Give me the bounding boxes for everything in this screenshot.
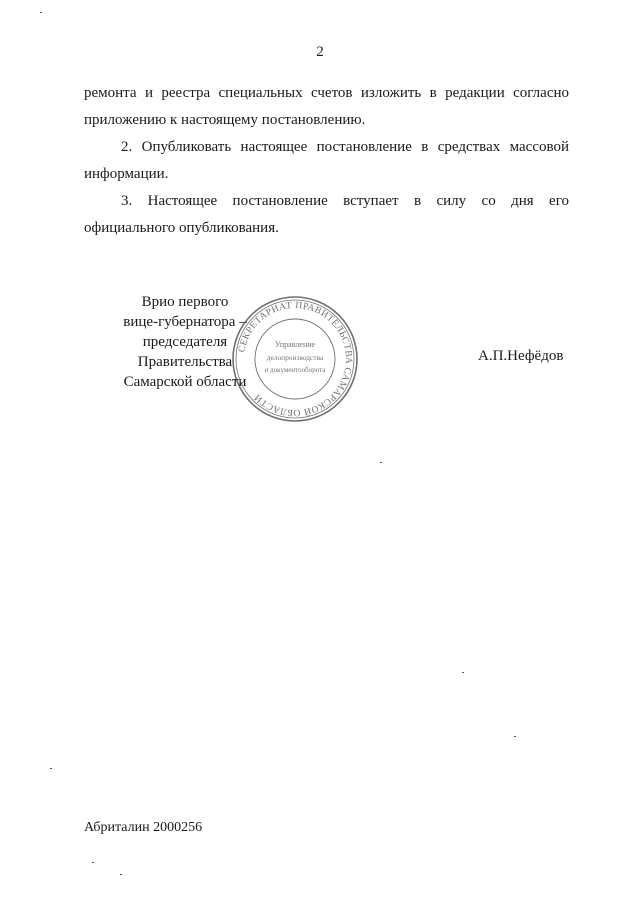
- scan-speck: [380, 462, 382, 463]
- signatory-title-line-2: вице-губернатора –: [123, 314, 247, 330]
- scan-speck: [92, 862, 94, 863]
- stamp-inner-line-2: делопроизводства: [266, 353, 324, 362]
- scan-speck: [514, 736, 516, 737]
- scan-speck: [462, 672, 464, 673]
- footer-code: Абриталин 2000256: [84, 820, 203, 835]
- paragraph-1-line-1: ремонта и реестра специальных счетов изложить в редакции согласно: [84, 85, 569, 101]
- signatory-title-line-4: Самарской области: [123, 374, 247, 390]
- signatory-name: А.П.Нефёдов: [478, 348, 564, 364]
- paragraph-3-line-1: 3. Настоящее постановление вступает в силу со дня его: [121, 193, 569, 209]
- paragraph-3-line-2: официального опубликования.: [84, 220, 279, 236]
- paragraph-2-line-2: информации.: [84, 166, 169, 182]
- paragraph-1-line-2: приложению к настоящему постановлению.: [84, 112, 366, 128]
- stamp-inner-line-1: Управление: [274, 340, 316, 349]
- official-stamp: [230, 294, 360, 424]
- signatory-title-line-3: председателя Правительства: [137, 334, 233, 370]
- stamp-inner-line-3: и документооборота: [264, 366, 326, 374]
- body-text: [84, 80, 569, 242]
- signatory-title-line-1: Врио первого: [141, 294, 229, 310]
- scan-speck: [40, 12, 42, 13]
- scan-speck: [120, 874, 122, 875]
- page-number: 2: [316, 44, 324, 60]
- paragraph-2-line-1: 2. Опубликовать настоящее постановление в средствах массовой: [121, 139, 569, 155]
- stamp-outer-text-path: СЕКРЕТАРИАТ ПРАВИТЕЛЬСТВА САМАРСКОЙ ОБЛАСТИ: [236, 299, 355, 419]
- scan-speck: [50, 768, 52, 769]
